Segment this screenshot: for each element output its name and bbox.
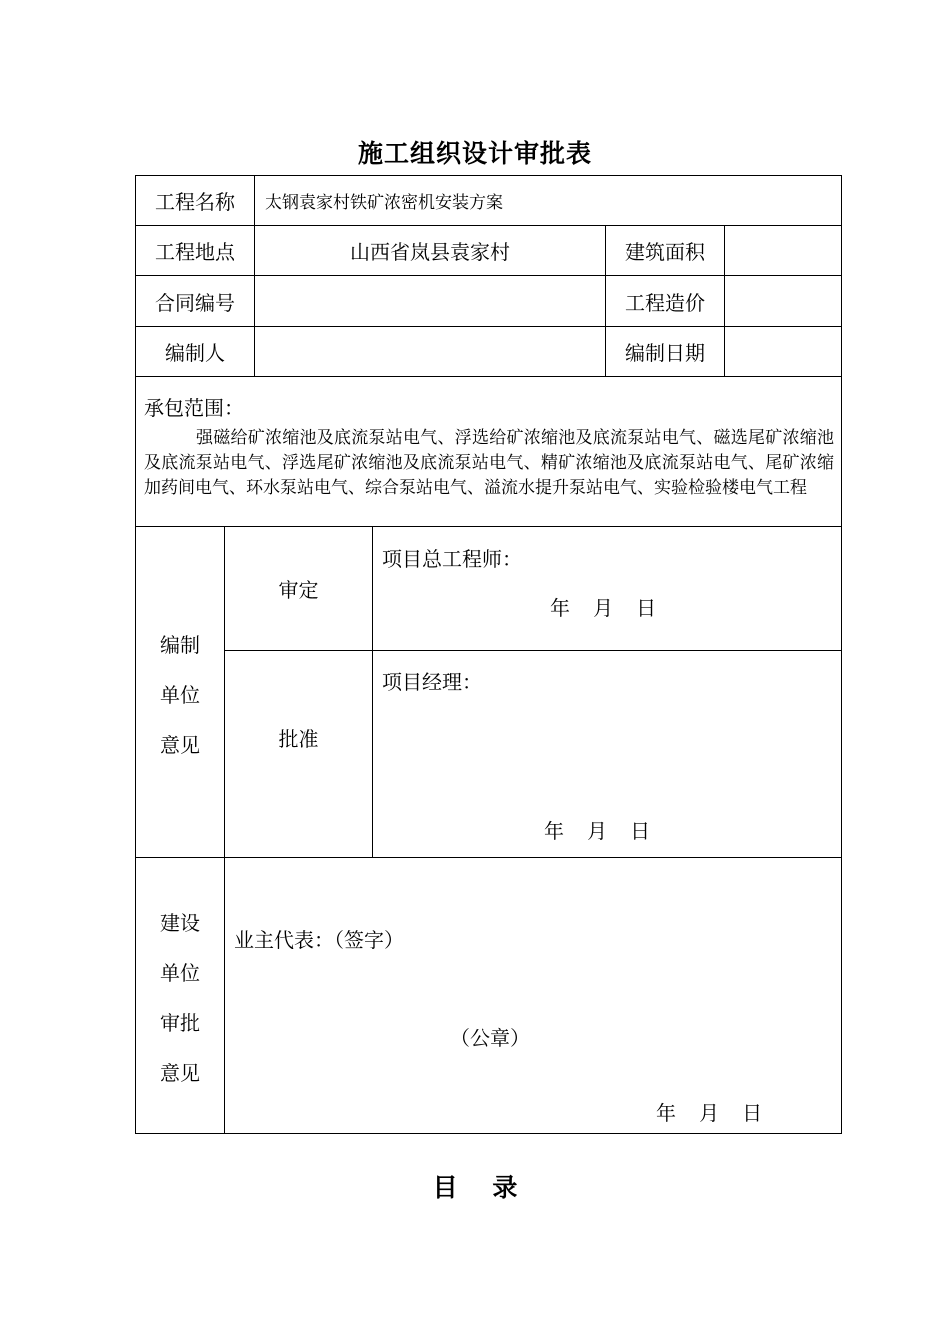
scope-text: 强磁给矿浓缩池及底流泵站电气、浮选给矿浓缩池及底流泵站电气、磁选尾矿浓缩池及底流泵站电气、浮选尾矿浓缩池及底流泵站电气、精矿浓缩池及底流泵站电气、尾矿浓缩加药间电气、环水泵站电气、综合泵站电气、溢流水提升泵站电气、实验检验楼电气工程: [144, 428, 834, 498]
building-area-value: [725, 226, 841, 275]
approve-date: 年 月 日: [544, 819, 652, 843]
label-line: 编制: [160, 633, 200, 657]
construction-approval-date: 年 月 日: [656, 1101, 764, 1125]
construction-unit-label: [136, 898, 224, 1098]
building-area-label: 建筑面积: [625, 240, 705, 264]
project-location-label: 工程地点: [155, 240, 235, 264]
project-name-label: 工程名称: [155, 190, 235, 214]
official-seal: （公章）: [450, 1026, 530, 1050]
compile-date-label: 编制日期: [625, 341, 705, 365]
owner-representative-signature: 业主代表：（签字）: [234, 928, 404, 952]
col-divider: [372, 526, 373, 857]
scope-heading: 承包范围：: [144, 396, 244, 420]
label-line: 单位: [160, 961, 200, 985]
compiling-unit-label: [136, 620, 224, 770]
label-line: 建设: [160, 911, 200, 935]
label-line: 意见: [160, 733, 200, 757]
row-divider: [135, 857, 842, 858]
toc-heading: 目 录: [432, 1173, 518, 1202]
chief-engineer-signature: 项目总工程师：: [382, 547, 522, 571]
label-line: 单位: [160, 683, 200, 707]
form-title: 施工组织设计审批表: [357, 139, 592, 168]
project-cost-value: [725, 276, 841, 326]
table-border-bottom: [135, 1133, 842, 1134]
row-divider: [135, 376, 842, 377]
compiler-value: [255, 327, 605, 376]
project-name-value: 太钢袁家村铁矿浓密机安装方案: [265, 193, 503, 213]
label-line: 审批: [160, 1011, 200, 1035]
compiler-label: 编制人: [165, 341, 225, 365]
project-location-value: 山西省岚县袁家村: [350, 240, 510, 264]
approve-label: 批准: [278, 726, 319, 751]
project-cost-label: 工程造价: [625, 290, 705, 315]
contract-no-value: [255, 276, 605, 326]
compile-date-value: [725, 327, 841, 376]
project-manager-signature: 项目经理：: [382, 670, 482, 694]
contract-no-label: 合同编号: [155, 290, 235, 315]
review-label: 审定: [278, 578, 319, 602]
table-border-right: [841, 175, 842, 1134]
review-date: 年 月 日: [550, 596, 658, 620]
label-line: 意见: [160, 1061, 200, 1085]
